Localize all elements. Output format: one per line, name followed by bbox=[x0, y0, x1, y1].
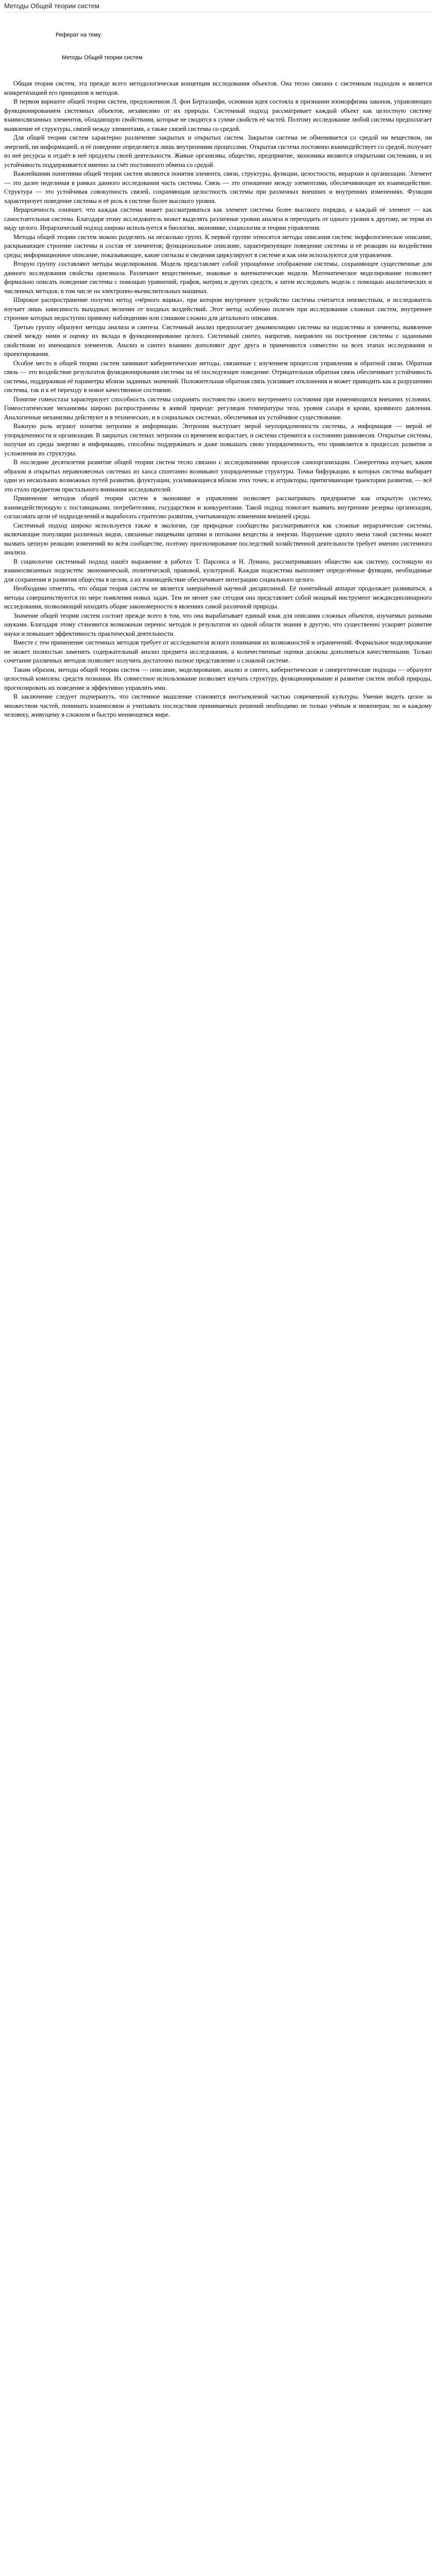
body-paragraph: В последние десятилетия развитие общей теории систем тесно связано с исследованиями процессов самоорганизации. Синергетика изучает, каким образом в открытых неравновесных системах из хаоса спонтанно возникают упорядоченные структуры. Точки бифуркации, в которых система выбирает один из нескольких возможных путей развития, флуктуации, усиливающиеся вблизи этих точек, и аттракторы, притягивающие траектории развития, — всё это стало предметом пристального внимания исследователей. bbox=[4, 459, 432, 493]
body-paragraph: Широкое распространение получил метод «чёрного ящика», при котором внутреннее устройство системы считается неизвестным, и исследователь изучает лишь зависимость выходных величин от входных воздействий. Этот метод особенно полезен при исследовании сложных систем, внутреннее строение которых недоступно прямому наблюдению или слишком сложно для детального описания. bbox=[4, 296, 432, 321]
body-paragraph: Общая теория систем, эта прежде всего методологическая концепция исследования объектов. Она тесно связана с системным подходом и является конкретизацией его принципов и методов. bbox=[4, 80, 432, 96]
body-paragraph: Вместе с тем применение системных методов требует от исследователя ясного понимания их возможностей и ограничений. Формальное моделирование не может полностью заменить содержательный анализ предмета исследования, а количественные оценки должны дополняться качественными. Только сочетание различных методов позволяет получить достаточно полное представление о сложной системе. bbox=[4, 639, 432, 664]
body-paragraph: В социологии системный подход нашёл выражение в работах Т. Парсонса и Н. Лумана, рассматривавших общество как систему, состоящую из взаимосвязанных подсистем: экономической, политической, правовой, культурной. Каждая подсистема выполняет определённые функции, необходимые для сохранения и развития общества в целом, а их взаимодействие обеспечивает интеграцию социального целого. bbox=[4, 557, 432, 583]
body-paragraph: Важную роль играют понятия энтропии и информации. Энтропия выступает мерой неупорядоченности системы, а информация — мерой её упорядоченности и организации. В закрытых системах энтропия со временем возрастает, и система стремится к состоянию равновесия. Открытые системы, получая из среды энергию и информацию, способны поддерживать и даже повышать свою упорядоченность, что проявляется в процессах развития и усложнения их структуры. bbox=[4, 422, 432, 457]
body-paragraph: Иерархичность означает, что каждая система может рассматриваться как элемент системы более высокого порядка, а каждый её элемент — как самостоятельная система. Благодаря этому исследователь может выделять различные уровни анализа и переходить от одного уровня к другому, не теряя из виду целого. Иерархический подход широко используется в биологии, экономике, социологии и теории управления. bbox=[4, 206, 432, 231]
body-paragraph: Для общей теории систем характерно различение закрытых и открытых систем. Закрытая система не обменивается со средой ни веществом, ни энергией, ни информацией, и её поведение определяется лишь внутренними процессами. Открытая система постоянно взаимодействует со средой, получает из неё ресурсы и отдаёт в неё продукты своей деятельности. Живые организмы, общество, предприятие, экономика являются открытыми системами, и их устойчивость поддерживается именно за счёт постоянного обмена со средой. bbox=[4, 134, 432, 168]
page bbox=[0, 0, 436, 729]
body-paragraph: В заключение следует подчеркнуть, что системное мышление становится неотъемлемой частью современной культуры. Умение видеть целое за множеством частей, понимать взаимосвязи и учитывать последствия принимаемых решений необходимо не только учёным и инженерам, но и каждому человеку, живущему в сложном и быстро меняющемся мире. bbox=[4, 693, 432, 718]
body-paragraph: Системный подход широко используется также в экологии, где природные сообщества рассматриваются как сложные иерархические системы, включающие популяции различных видов, связанные пищевыми цепями и потоками вещества и энергии. Нарушение одного звена такой системы может вызвать цепную реакцию изменений во всём сообществе, поэтому прогнозирование последствий хозяйственной деятельности требует именно системного анализа. bbox=[4, 521, 432, 556]
body-paragraph: Вторую группу составляют методы моделирования. Модель представляет собой упрощённое отображение системы, сохраняющее существенные для данного исследования свойства оригинала. Различают вещественные, знаковые и математические модели. Математическое моделирование позволяет формально описать поведение системы с помощью уравнений, графов, матриц и других средств, а затем исследовать модель с помощью аналитических и численных методов, в том числе на электронно-вычислительных машинах. bbox=[4, 260, 432, 295]
body-paragraph: Третью группу образуют методы анализа и синтеза. Системный анализ предполагает декомпозицию системы на подсистемы и элементы, выявление связей между ними и оценку их вклада в функционирование целого. Системный синтез, напротив, направлен на построение системы с заданными свойствами из имеющихся элементов. Анализ и синтез взаимно дополняют друг друга и применяются совместно на всех этапах исследования и проектирования. bbox=[4, 323, 432, 358]
site-header bbox=[4, 0, 432, 12]
document-title: Методы Общей теории систем bbox=[62, 55, 143, 61]
body-paragraph: Необходимо отметить, что общая теория систем не является завершённой научной дисциплиной. Её понятийный аппарат продолжает развиваться, а методы совершенствуются по мере появления новых задач. Тем не менее уже сегодня она представляет собой мощный инструмент междисциплинарного исследования, позволяющий находить общие закономерности в явлениях самой различной природы. bbox=[4, 585, 432, 610]
body-paragraph: Важнейшими понятиями общей теории систем являются понятия элемента, связи, структуры, функции, целостности, иерархии и организации. Элемент — это далее неделимая в рамках данного исследования часть системы. Связь — это отношение между элементами, обеспечивающее их взаимодействие. Структура — это устойчивая совокупность связей, сохраняющая целостность системы при различных внешних и внутренних изменениях. Функция характеризует поведение системы и её роль в системе более высокого уровня. bbox=[4, 170, 432, 205]
body-paragraph: Методы общей теории систем можно разделить на несколько групп. К первой группе относятся методы описания систем: морфологическое описание, раскрывающее строение системы и состав её элементов; функциональное описание, характеризующее поведение системы и её реакцию на воздействия среды; информационное описание, показывающее, какие сигналы и сведения циркулируют в системе и как они используются для управления. bbox=[4, 233, 432, 259]
body-paragraph: В первом варианте общей теории систем, предложенном Л. фон Берталанфи, основная идея состояла в признании изоморфизма законов, управляющих функционированием системных объектов, независимо от их природы. Системный подход рассматривает каждый объект как целостную систему взаимосвязанных элементов, обладающую свойствами, которые не сводятся к сумме свойств её частей. Поэтому исследование любой системы предполагает выявление её структуры, связей между элементами, а также связей системы со средой. bbox=[4, 98, 432, 132]
body-paragraph: Применение методов общей теории систем в экономике и управлении позволяет рассматривать предприятие как открытую систему, взаимодействующую с поставщиками, потребителями, государством и конкурентами. Такой подход помогает выявить внутренние резервы организации, согласовать цели её подразделений и выработать стратегию развития, учитывающую изменения внешней среды. bbox=[4, 495, 432, 520]
body-paragraph: Значение общей теории систем состоит прежде всего в том, что она вырабатывает единый язык для описания сложных объектов, изучаемых разными науками. Благодаря этому становится возможным перенос методов и результатов из одной области знания в другую, что существенно ускоряет развитие науки и повышает эффективность практической деятельности. bbox=[4, 612, 432, 637]
body-paragraph: Особое место в общей теории систем занимают кибернетические методы, связанные с изучением процессов управления и обратной связи. Обратная связь — это воздействие результатов функционирования системы на её последующее поведение. Отрицательная обратная связь обеспечивает устойчивость системы, поддерживая её параметры вблизи заданных значений. Положительная обратная связь усиливает отклонения и может приводить как к разрушению системы, так и к её переходу в новое качественное состояние. bbox=[4, 359, 432, 394]
document-body bbox=[4, 79, 432, 720]
body-paragraph: Таким образом, методы общей теории систем — описание, моделирование, анализ и синтез, кибернетические и синергетические подходы — образуют целостный комплекс средств познания. Их совместное использование позволяет изучать структуру, функционирование и развитие систем любой природы, прогнозировать их поведение и эффективно управлять ими. bbox=[4, 666, 432, 691]
page-header-title: Методы Общей теории систем bbox=[4, 2, 100, 10]
essay-kicker: Реферат на тему: bbox=[56, 32, 102, 38]
body-paragraph: Понятие гомеостаза характеризует способность системы сохранять постоянство своего внутреннего состояния при изменяющихся внешних условиях. Гомеостатические механизмы широко распространены в живой природе: регуляция температуры тела, уровня сахара в крови, кровяного давления. Аналогичные механизмы действуют и в технических, и в социальных системах, обеспечивая их устойчивое существование. bbox=[4, 395, 432, 421]
